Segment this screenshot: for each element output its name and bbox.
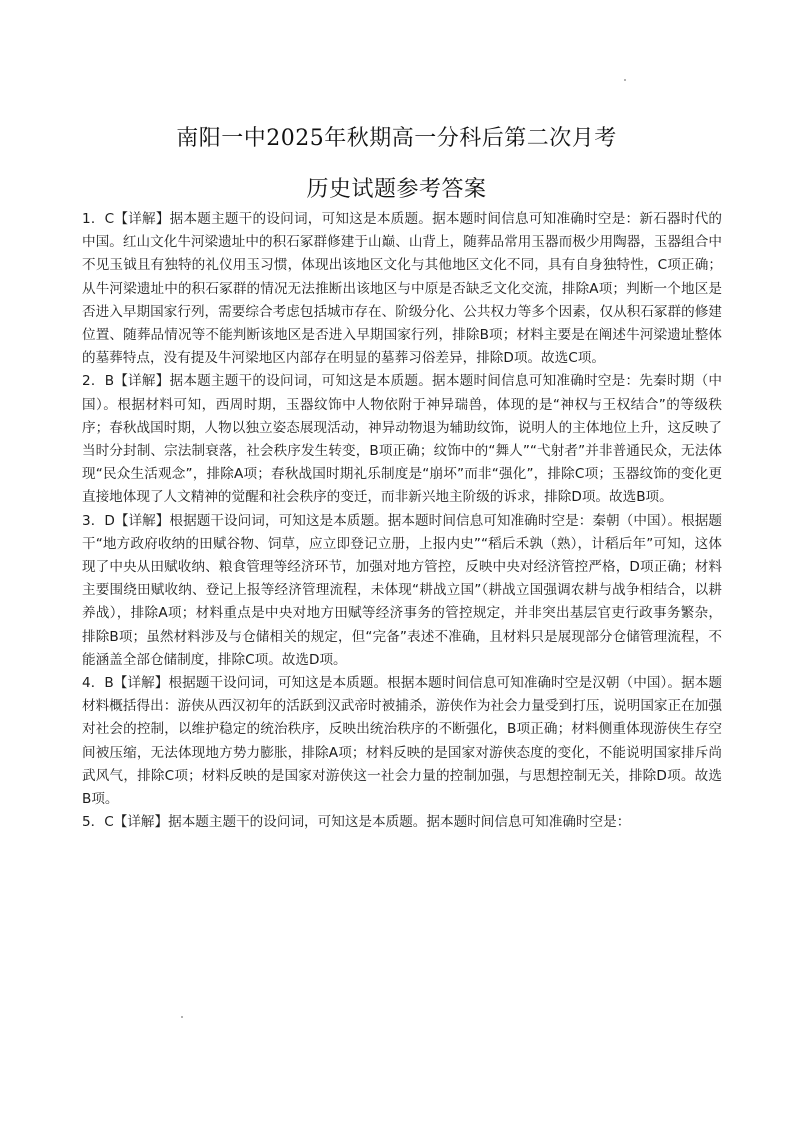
scan-speck <box>624 79 626 81</box>
scan-speck <box>181 1016 183 1018</box>
page-title: 南阳一中2025年秋期高一分科后第二次月考 <box>176 126 617 151</box>
answer-list <box>82 208 722 834</box>
answer-item-4: 4．B【详解】根据题干设问词，可知这是本质题。根据本题时间信息可知准确时空是汉朝（中国）。据本题材料概括得出：游侠从西汉初年的活跃到汉武帝时被捕杀，游侠作为社会力量受到打压，说明国家正在加强对社会的控制，以维护稳定的统治秩序，反映出统治秩序的不断强化，B项正确；材料侧重体现游侠生存空间被压缩，无法体现地方势力膨胀，排除A项；材料反映的是国家对游侠态度的变化，不能说明国家排斥尚武风气，排除C项；材料反映的是国家对游侠这一社会力量的控制加强，与思想控制无关，排除D项。故选B项。 <box>82 675 722 808</box>
answer-item-5: 5．C【详解】据本题主题干的设问词，可知这是本质题。据本题时间信息可知准确时空是： <box>82 814 631 831</box>
answer-item-1: 1．C【详解】据本题主题干的设问词，可知这是本质题。据本题时间信息可知准确时空是：新石器时代的中国。红山文化牛河梁遗址中的积石冢群修建于山巅、山背上，随葬品常用玉器而极少用陶器，玉器组合中不见玉钺且有独特的礼仪用玉习惯，体现出该地区文化与其他地区文化不同，具有自身独特性，C项正确；从牛河梁遗址中的积石冢群的情况无法推断出该地区与中原是否缺乏文化交流，排除A项；判断一个地区是否进入早期国家行列，需要综合考虑包括城市存在、阶级分化、公共权力等多个因素，仅从积石冢群的修建位置、随葬品情况等不能判断该地区是否进入早期国家行列，排除B项；材料主要是在阐述牛河梁遗址整体的墓葬特点，没有提及牛河梁地区内部存在明显的墓葬习俗差异，排除D项。故选C项。 <box>82 211 722 367</box>
answer-item-2: 2．B【详解】据本题主题干的设问词，可知这是本质题。据本题时间信息可知准确时空是：先秦时期（中国）。根据材料可知，西周时期，玉器纹饰中人物依附于神异瑞兽，体现的是“神权与王权结合”的等级秩序；春秋战国时期，人物以独立姿态展现活动，神异动物退为辅助纹饰，说明人的主体地位上升，这反映了当时分封制、宗法制衰落，社会秩序发生转变，B项正确；纹饰中的“舞人”“弋射者”并非普通民众，无法体现“民众生活观念”，排除A项；春秋战国时期礼乐制度是“崩坏”而非“强化”，排除C项；玉器纹饰的变化更直接地体现了人文精神的觉醒和社会秩序的变迁，而非新兴地主阶级的诉求，排除D项。故选B项。 <box>82 373 722 506</box>
answer-item-3: 3．D【详解】根据题干设问词，可知这是本质题。据本题时间信息可知准确时空是：秦朝（中国）。根据题干“地方政府收纳的田赋谷物、饲草，应立即登记立册，上报内史”“稻后禾孰（熟），计稻后年”可知，这体现了中央从田赋收纳、粮食管理等经济环节，加强对地方管控，反映中央对经济管控严格，D项正确；材料主要围绕田赋收纳、登记上报等经济管理流程，未体现“耕战立国”（耕战立国强调农耕与战争相结合，以耕养战），排除A项；材料重点是中央对地方田赋等经济事务的管控规定，并非突出基层官吏行政事务繁杂，排除B项；虽然材料涉及与仓储相关的规定，但“完备”表述不准确，且材料只是展现部分仓储管理流程，不能涵盖全部仓储制度，排除C项。故选D项。 <box>82 512 722 668</box>
page-subtitle: 历史试题参考答案 <box>306 177 487 202</box>
